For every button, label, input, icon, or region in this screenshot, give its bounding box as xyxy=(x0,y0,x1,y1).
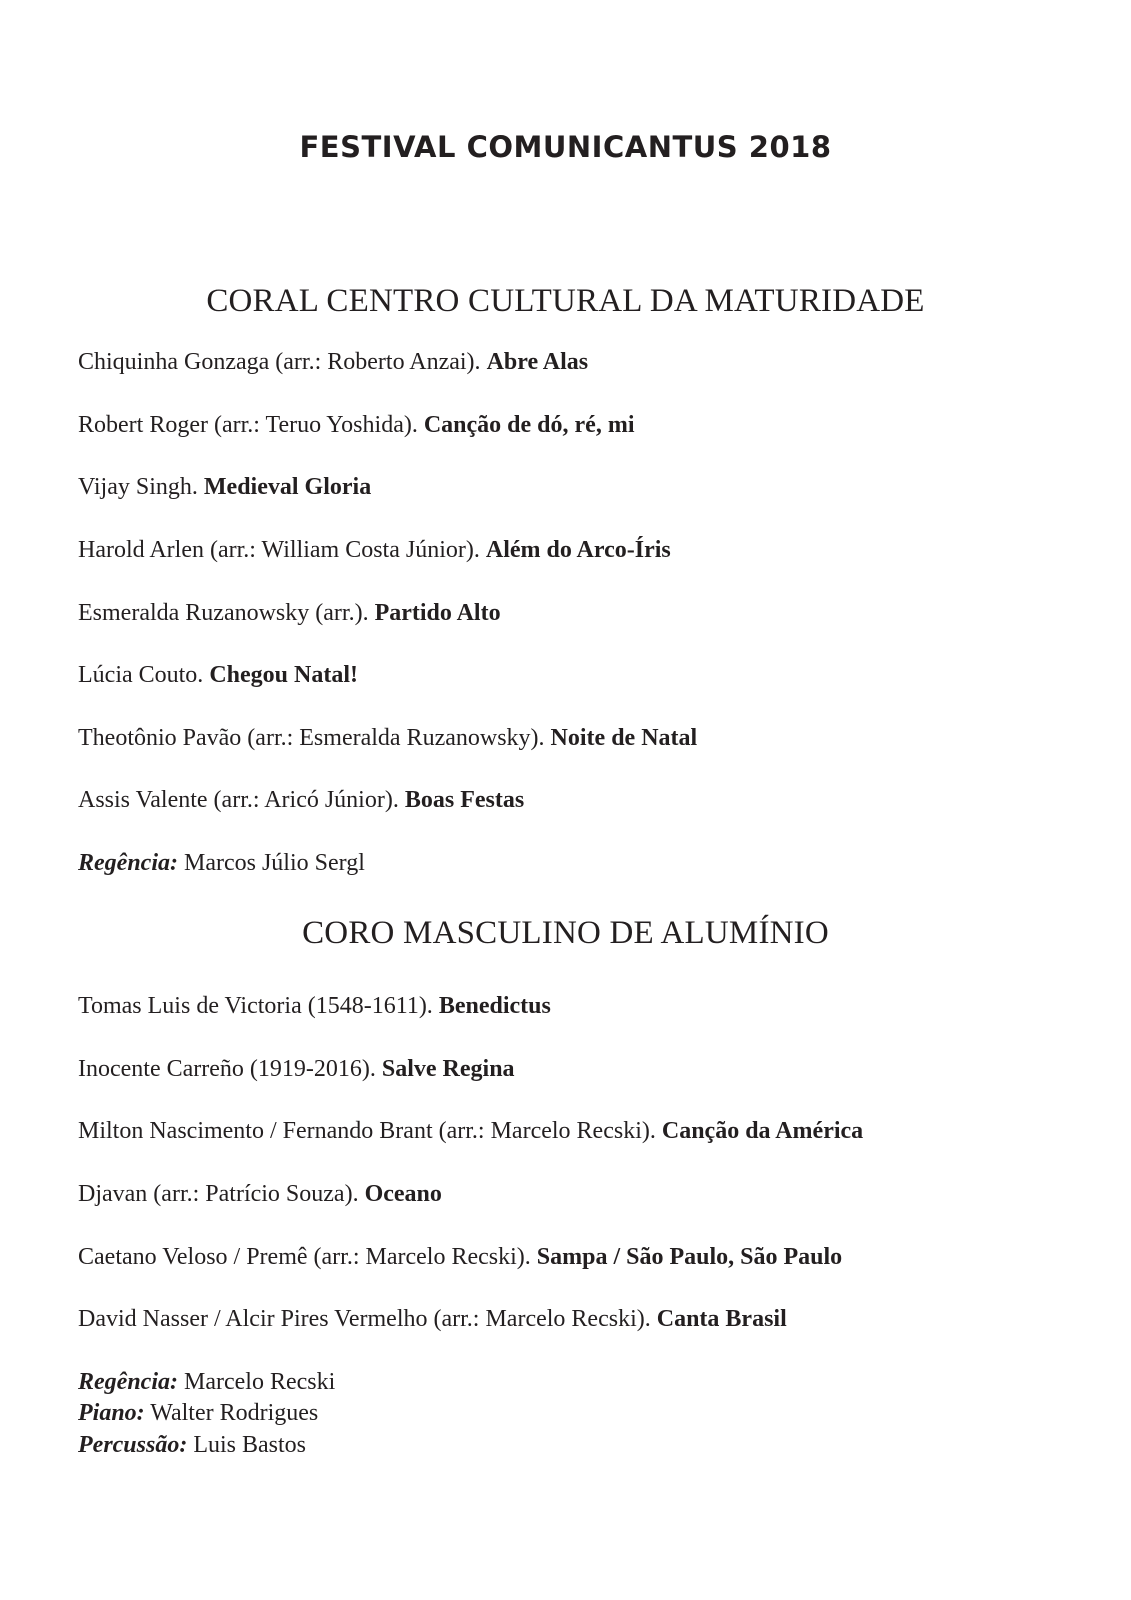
credit-name: Marcelo Recski xyxy=(177,1369,336,1395)
composer-text: Tomas Luis de Victoria (1548-1611). xyxy=(78,993,439,1019)
work-title: Oceano xyxy=(364,1181,442,1207)
credit-role: Regência: xyxy=(78,850,178,876)
work-title: Chegou Natal! xyxy=(209,662,358,688)
work-title: Boas Festas xyxy=(404,787,525,813)
program-item xyxy=(78,1181,442,1208)
work-title: Medieval Gloria xyxy=(203,474,372,500)
composer-text: Djavan (arr.: Patrício Souza). xyxy=(78,1181,365,1207)
work-title: Canção de dó, ré, mi xyxy=(423,412,635,438)
program-item xyxy=(78,787,524,814)
credit-role: Percussão: xyxy=(78,1432,188,1458)
work-title: Noite de Natal xyxy=(550,725,698,751)
credit-name: Walter Rodrigues xyxy=(144,1400,319,1426)
program-item xyxy=(78,993,551,1020)
credit-line-conductor xyxy=(78,850,365,877)
program-item xyxy=(78,1118,863,1145)
composer-text: Vijay Singh. xyxy=(78,474,204,500)
program-item xyxy=(78,662,358,689)
section-heading-coral-centro-cultural: CORAL CENTRO CULTURAL DA MATURIDADE xyxy=(206,283,925,319)
composer-text: Assis Valente (arr.: Aricó Júnior). xyxy=(78,787,405,813)
program-item xyxy=(78,537,671,564)
credit-role: Regência: xyxy=(78,1369,178,1395)
program-item xyxy=(78,1306,787,1333)
work-title: Além do Arco-Íris xyxy=(485,537,671,563)
composer-text: Harold Arlen (arr.: William Costa Júnior). xyxy=(78,537,486,563)
page-title: FESTIVAL COMUNICANTUS 2018 xyxy=(299,130,832,164)
work-title: Canção da América xyxy=(661,1118,864,1144)
composer-text: Esmeralda Ruzanowsky (arr.). xyxy=(78,600,375,626)
composer-text: Lúcia Couto. xyxy=(78,662,210,688)
credit-line-conductor xyxy=(78,1369,335,1396)
work-title: Salve Regina xyxy=(381,1056,515,1082)
credit-name: Luis Bastos xyxy=(187,1432,307,1458)
work-title: Abre Alas xyxy=(486,349,589,375)
composer-text: Robert Roger (arr.: Teruo Yoshida). xyxy=(78,412,424,438)
work-title: Benedictus xyxy=(438,993,551,1019)
composer-text: Chiquinha Gonzaga (arr.: Roberto Anzai). xyxy=(78,349,487,375)
program-item xyxy=(78,1244,842,1271)
credit-role: Piano: xyxy=(78,1400,145,1426)
program-item xyxy=(78,1056,515,1083)
work-title: Sampa / São Paulo, São Paulo xyxy=(536,1244,843,1270)
composer-text: Milton Nascimento / Fernando Brant (arr.: Marcelo Recski). xyxy=(78,1118,662,1144)
program-item xyxy=(78,600,501,627)
composer-text: David Nasser / Alcir Pires Vermelho (arr.: Marcelo Recski). xyxy=(78,1306,657,1332)
work-title: Partido Alto xyxy=(374,600,501,626)
section-heading-coro-masculino: CORO MASCULINO DE ALUMÍNIO xyxy=(302,915,829,951)
program-item xyxy=(78,725,697,752)
program-item xyxy=(78,412,635,439)
credit-name: Marcos Júlio Sergl xyxy=(177,850,365,876)
composer-text: Theotônio Pavão (arr.: Esmeralda Ruzanowsky). xyxy=(78,725,551,751)
credit-line-percussion xyxy=(78,1432,306,1459)
work-title: Canta Brasil xyxy=(656,1306,787,1332)
program-item xyxy=(78,349,588,376)
program-item xyxy=(78,474,371,501)
credit-line-piano xyxy=(78,1400,318,1427)
composer-text: Inocente Carreño (1919-2016). xyxy=(78,1056,382,1082)
composer-text: Caetano Veloso / Premê (arr.: Marcelo Recski). xyxy=(78,1244,537,1270)
